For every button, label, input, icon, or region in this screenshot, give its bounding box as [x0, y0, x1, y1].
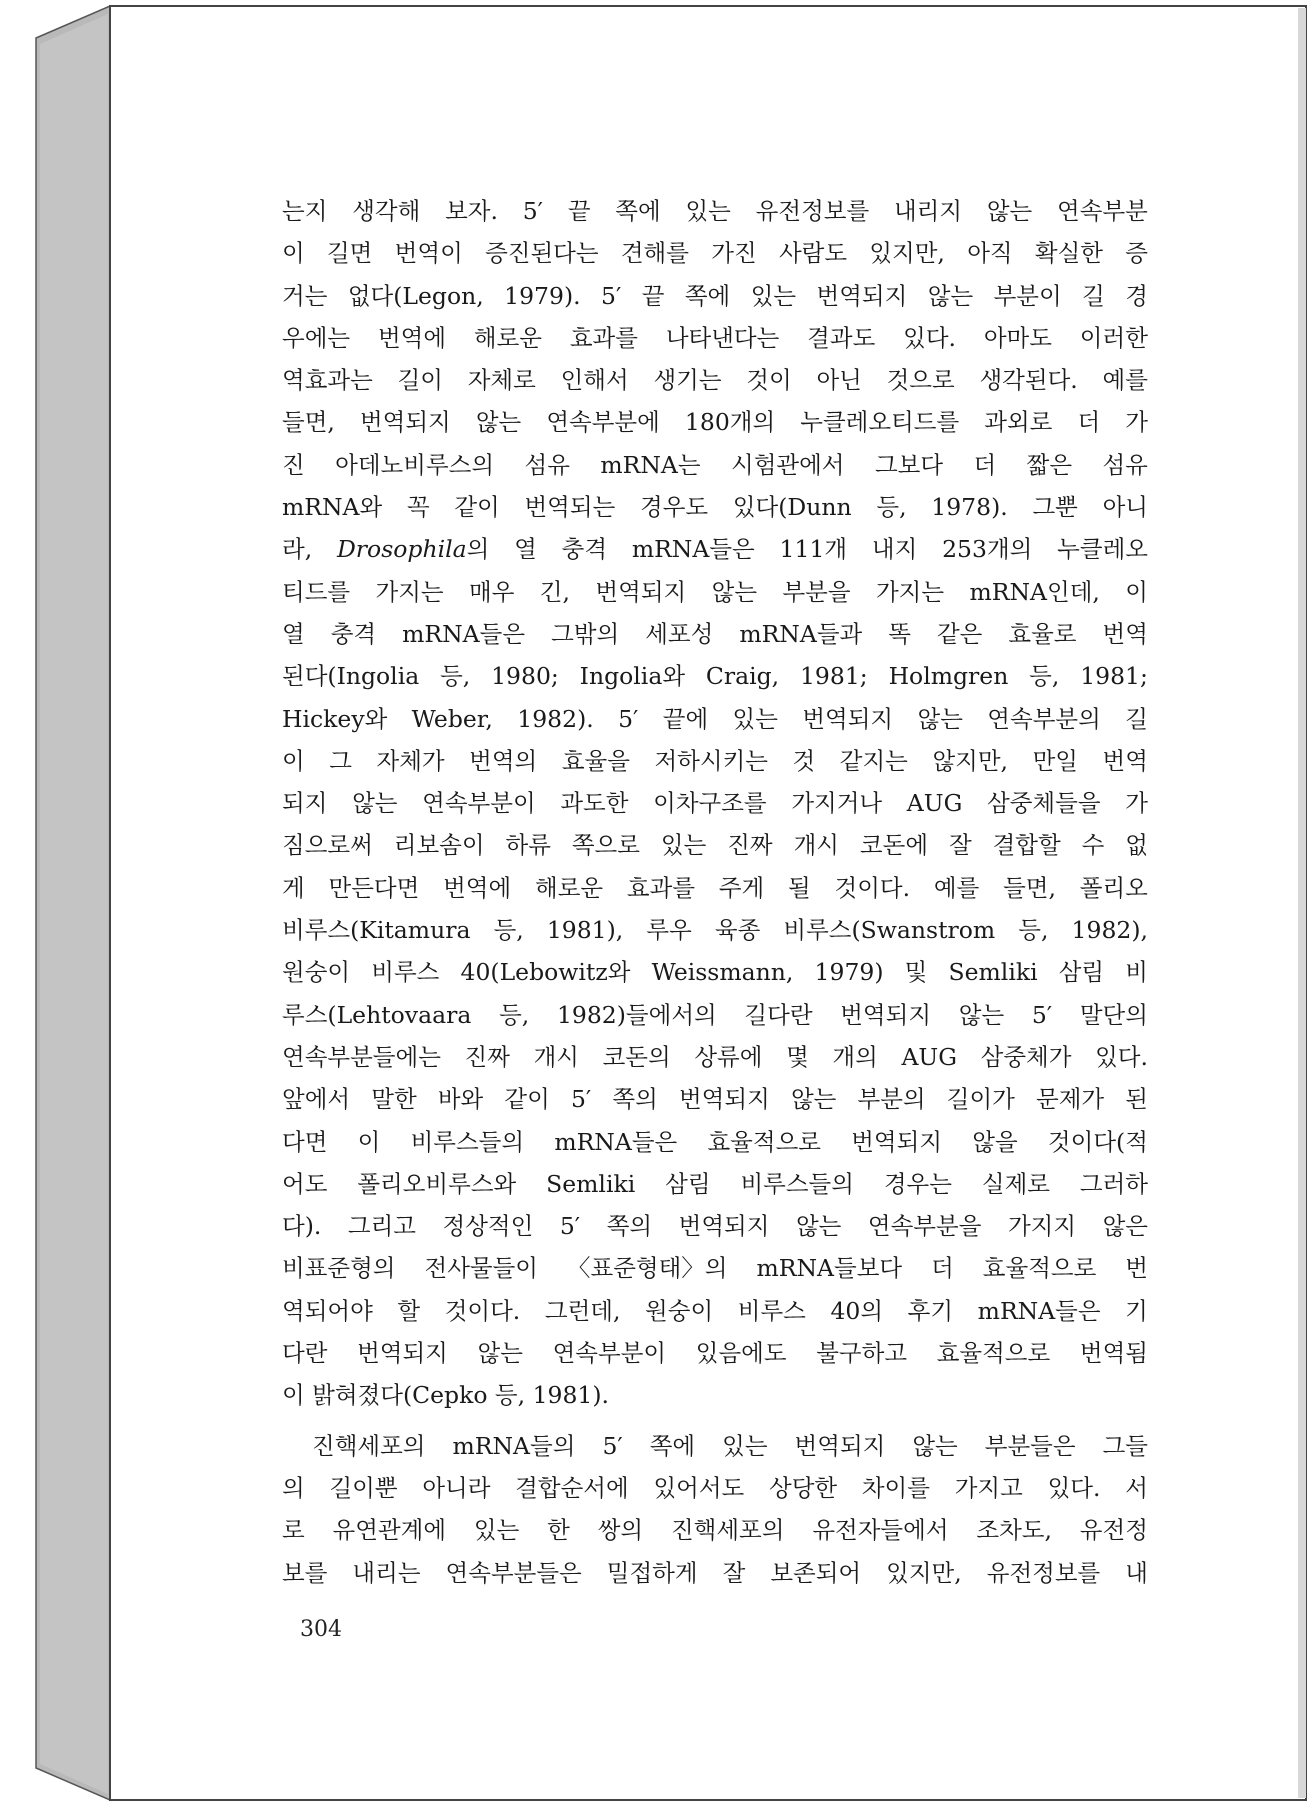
text-line: 이 길면 번역이 증진된다는 견해를 가진 사람도 있지만, 아직 확실한 증: [282, 239, 1148, 268]
paragraph: [282, 190, 1148, 1417]
text-line: 이 밝혀졌다(Cepko 등, 1981).: [282, 1381, 610, 1410]
text-line: 원숭이 비루스 40(Lebowitz와 Weissmann, 1979) 및 Semliki 삼림 비: [282, 958, 1148, 987]
text-line: 짐으로써 리보솜이 하류 쪽으로 있는 진짜 개시 코돈에 잘 결합할 수 없: [282, 831, 1148, 860]
text-line: 이 그 자체가 번역의 효율을 저하시키는 것 같지는 않지만, 만일 번역: [282, 746, 1148, 775]
text-line: 연속부분들에는 진짜 개시 코돈의 상류에 몇 개의 AUG 삼중체가 있다.: [282, 1042, 1148, 1071]
body-text: [282, 190, 1148, 1594]
text-line: 역되어야 할 것이다. 그런데, 원숭이 비루스 40의 후기 mRNA들은 기: [282, 1296, 1148, 1325]
text-line: 어도 폴리오비루스와 Semliki 삼림 비루스들의 경우는 실제로 그러하: [282, 1169, 1148, 1198]
text-line: mRNA와 꼭 같이 번역되는 경우도 있다(Dunn 등, 1978). 그뿐 아니: [282, 493, 1148, 522]
text-line: 로 유연관계에 있는 한 쌍의 진핵세포의 유전자들에서 조차도, 유전정: [282, 1516, 1148, 1545]
text-line: 우에는 번역에 해로운 효과를 나타낸다는 결과도 있다. 아마도 이러한: [282, 323, 1148, 352]
text-line: 진 아데노비루스의 섬유 mRNA는 시험관에서 그보다 더 짧은 섬유: [282, 450, 1148, 479]
text-line: 비표준형의 전사물들이 〈표준형태〉의 mRNA들보다 더 효율적으로 번: [282, 1254, 1148, 1283]
text-line: 티드를 가지는 매우 긴, 번역되지 않는 부분을 가지는 mRNA인데, 이: [282, 577, 1148, 606]
text-line: 역효과는 길이 자체로 인해서 생기는 것이 아닌 것으로 생각된다. 예를: [282, 366, 1148, 395]
text-line: 는지 생각해 보자. 5′ 끝 쪽에 있는 유전정보를 내리지 않는 연속부분: [282, 197, 1148, 225]
text-line: 된다(Ingolia 등, 1980; Ingolia와 Craig, 1981; Holmgren 등, 1981;: [282, 662, 1148, 691]
text-line: 루스(Lehtovaara 등, 1982)들에서의 길다란 번역되지 않는 5′ 말단의: [282, 1000, 1148, 1029]
text-line: 열 충격 mRNA들은 그밖의 세포성 mRNA들과 똑 같은 효율로 번역: [282, 619, 1148, 648]
paragraph: [282, 1425, 1148, 1594]
text-line: 다면 이 비루스들의 mRNA들은 효율적으로 번역되지 않을 것이다(적: [282, 1127, 1148, 1156]
text-line: 다란 번역되지 않는 연속부분이 있음에도 불구하고 효율적으로 번역됨: [282, 1339, 1148, 1368]
text-line: 앞에서 말한 바와 같이 5′ 쪽의 번역되지 않는 부분의 길이가 문제가 된: [282, 1085, 1148, 1114]
text-line: 라, Drosophila의 열 충격 mRNA들은 111개 내지 253개의 누클레오: [282, 535, 1148, 564]
text-line: 의 길이뿐 아니라 결합순서에 있어서도 상당한 차이를 가지고 있다. 서: [282, 1473, 1148, 1502]
text-line: 거는 없다(Legon, 1979). 5′ 끝 쪽에 있는 번역되지 않는 부분이 길 경: [282, 281, 1148, 310]
text-line: 다). 그리고 정상적인 5′ 쪽의 번역되지 않는 연속부분을 가지지 않은: [282, 1212, 1148, 1241]
text-line: 들면, 번역되지 않는 연속부분에 180개의 누클레오티드를 과외로 더 가: [282, 408, 1148, 437]
text-line: Hickey와 Weber, 1982). 5′ 끝에 있는 번역되지 않는 연속부분의 길: [282, 704, 1148, 733]
text-line: 게 만든다면 번역에 해로운 효과를 주게 될 것이다. 예를 들면, 폴리오: [282, 873, 1148, 902]
text-line: 진핵세포의 mRNA들의 5′ 쪽에 있는 번역되지 않는 부분들은 그들: [312, 1431, 1148, 1460]
text-line: 보를 내리는 연속부분들은 밀접하게 잘 보존되어 있지만, 유전정보를 내: [282, 1558, 1148, 1587]
text-line: 비루스(Kitamura 등, 1981), 루우 육종 비루스(Swanstrom 등, 1982),: [282, 916, 1148, 945]
page-number: 304: [300, 1617, 342, 1642]
text-line: 되지 않는 연속부분이 과도한 이차구조를 가지거나 AUG 삼중체들을 가: [282, 789, 1148, 818]
